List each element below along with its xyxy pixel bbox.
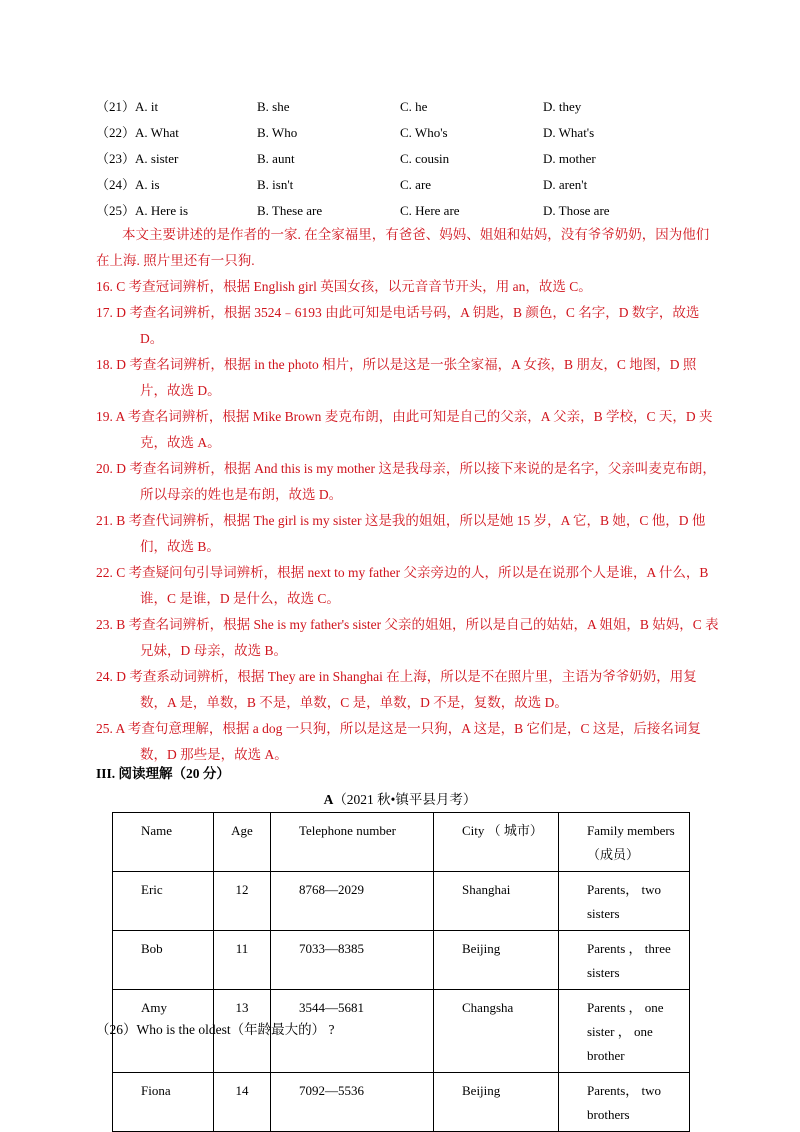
- header-age: Age: [214, 813, 271, 872]
- passage-summary: 本文主要讲述的是作者的一家. 在全家福里，有爸爸、妈妈、姐姐和姑妈，没有爷爷奶奶，因为他们在上海. 照片里还有一只狗.: [96, 227, 710, 268]
- passage-source: （2021 秋•镇平县月考）: [333, 792, 477, 807]
- cell-telephone: 3544—5681: [271, 990, 434, 1073]
- table-row: [113, 1073, 690, 1132]
- cell-city: Beijing: [434, 1073, 559, 1132]
- explanation-item: 25. A 考查句意理解，根据 a dog 一只狗，所以是这是一只狗，A 这是，B 它们是，C 这是，后接名词复数，D 那些是，故选 A。: [96, 721, 701, 762]
- cell-telephone: 7092—5536: [271, 1073, 434, 1132]
- option-d: D. mother: [543, 151, 596, 166]
- cell-telephone: 7033—8385: [271, 931, 434, 990]
- explanation-item: 16. C 考查冠词辨析，根据 English girl 英国女孩，以元音音节开头，用 an，故选 C。: [96, 279, 592, 294]
- table-header-row: [113, 813, 690, 872]
- cell-city: Beijing: [434, 931, 559, 990]
- header-city: City （ 城市）: [434, 813, 559, 872]
- cell-age: 12: [214, 872, 271, 931]
- cell-name: Eric: [113, 872, 214, 931]
- cell-name: Bob: [113, 931, 214, 990]
- option-d: D. Those are: [543, 203, 610, 218]
- explanation-item: 19. A 考查名词辨析，根据 Mike Brown 麦克布朗，由此可知是自己的父亲，A 父亲，B 学校，C 天，D 夹克，故选 A。: [96, 409, 713, 450]
- cell-age: 13: [214, 990, 271, 1073]
- header-telephone: Telephone number: [271, 813, 434, 872]
- passage-title: [0, 788, 800, 808]
- header-family: Family members（成员）: [559, 813, 690, 872]
- explanation-item: 24. D 考查系动词辨析，根据 They are in Shanghai 在上海，所以是不在照片里，主语为爷爷奶奶，用复数，A 是，单数，B 不是，单数，C 是，单数，D 不是，复数，故选 D。: [96, 669, 697, 710]
- option-d: D. they: [543, 99, 582, 114]
- explanation-item: 23. B 考查名词辨析，根据 She is my father's sister 父亲的姐姐，所以是自己的姑姑，A 姐姐，B 姑妈，C 表兄妹，D 母亲，故选 B。: [96, 617, 719, 658]
- cell-name: Fiona: [113, 1073, 214, 1132]
- option-c: C. cousin: [400, 151, 450, 166]
- table-row: [113, 931, 690, 990]
- question-26: （26）Who is the oldest（年龄最大的） ?: [96, 1022, 335, 1037]
- option-c: C. Who's: [400, 125, 448, 140]
- option-b: B. she: [257, 99, 290, 114]
- option-c: C. are: [400, 177, 432, 192]
- option-b: B. isn't: [257, 177, 294, 192]
- explanation-item: 22. C 考查疑问句引导词辨析，根据 next to my father 父亲旁边的人，所以是在说那个人是谁，A 什么，B 谁，C 是谁，D 是什么，故选 C。: [96, 565, 709, 606]
- option-d: D. What's: [543, 125, 595, 140]
- section-title: III. 阅读理解（20 分）: [96, 766, 230, 781]
- option-a: （22）A. What: [96, 125, 179, 140]
- option-b: B. These are: [257, 203, 323, 218]
- option-a: （21）A. it: [96, 99, 159, 114]
- passage-letter: A: [323, 792, 334, 807]
- explanation-item: 21. B 考查代词辨析，根据 The girl is my sister 这是我的姐姐，所以是她 15 岁，A 它，B 她，C 他，D 他们，故选 B。: [96, 513, 706, 554]
- cell-city: Shanghai: [434, 872, 559, 931]
- family-info-table: [112, 812, 690, 1132]
- cell-age: 14: [214, 1073, 271, 1132]
- option-c: C. Here are: [400, 203, 460, 218]
- option-d: D. aren't: [543, 177, 588, 192]
- option-a: （23）A. sister: [96, 151, 179, 166]
- option-a: （25）A. Here is: [96, 203, 189, 218]
- option-c: C. he: [400, 99, 428, 114]
- cell-family: Parents， two sisters: [559, 872, 690, 931]
- header-name: Name: [113, 813, 214, 872]
- answer-explanations: [96, 274, 722, 768]
- cell-family: Parents ， three sisters: [559, 931, 690, 990]
- cell-name: Amy: [113, 990, 214, 1073]
- explanation-item: 20. D 考查名词辨析，根据 And this is my mother 这是我母亲，所以接下来说的是名字，父亲叫麦克布朗，所以母亲的姓也是布朗，故选 D。: [96, 461, 716, 502]
- explanation-item: 17. D 考查名词辨析，根据 3524﹣6193 由此可知是电话号码，A 钥匙，B 颜色，C 名字，D 数字，故选 D。: [96, 305, 700, 346]
- explanation-item: 18. D 考查名词辨析，根据 in the photo 相片，所以是这是一张全家福，A 女孩，B 朋友，C 地图，D 照片，故选 D。: [96, 357, 697, 398]
- cell-city: Changsha: [434, 990, 559, 1073]
- option-b: B. aunt: [257, 151, 295, 166]
- cell-age: 11: [214, 931, 271, 990]
- cell-family: Parents ， one sister ， one brother: [559, 990, 690, 1073]
- table-row: [113, 872, 690, 931]
- cell-telephone: 8768—2029: [271, 872, 434, 931]
- option-a: （24）A. is: [96, 177, 160, 192]
- option-b: B. Who: [257, 125, 298, 140]
- cell-family: Parents， two brothers: [559, 1073, 690, 1132]
